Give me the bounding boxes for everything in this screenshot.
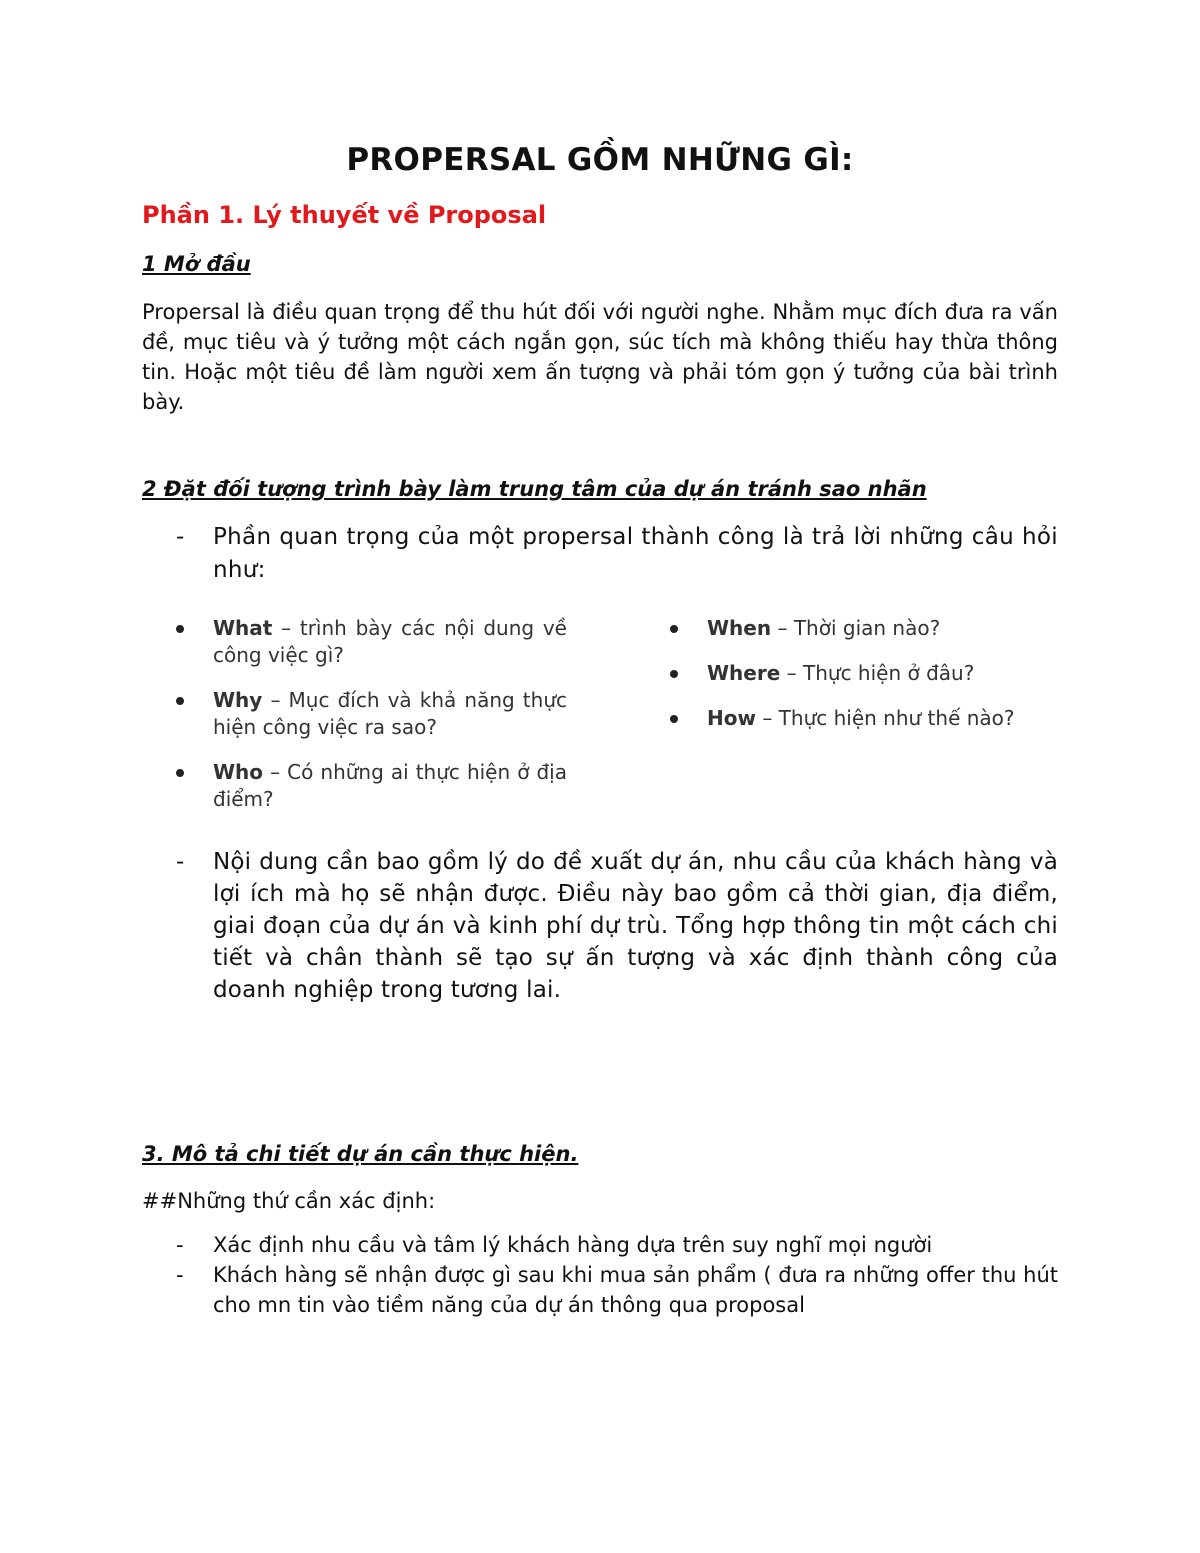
dash-item-text: Xác định nhu cầu và tâm lý khách hàng dựa trên suy nghĩ mọi người	[213, 1233, 933, 1257]
question-what	[213, 615, 567, 669]
questions-columns	[142, 615, 1058, 825]
question-keyword: How	[707, 706, 756, 730]
question-text: – Thực hiện như thế nào?	[755, 706, 1015, 730]
part-heading: Phần 1. Lý thuyết về Proposal	[142, 201, 547, 229]
questions-right-column	[707, 615, 1058, 750]
question-keyword: When	[707, 616, 772, 640]
question-text: – Mục đích và khả năng thực hiện công việc ra sao?	[213, 688, 567, 739]
bullet-icon	[176, 625, 184, 633]
dash-item-text: Phần quan trọng của một propersal thành công là trả lời những câu hỏi như:	[213, 524, 1058, 583]
dash-marker: -	[176, 1263, 184, 1287]
section-2-heading: 2 Đặt đối tượng trình bày làm trung tâm của dự án tránh sao nhãn	[142, 477, 927, 501]
question-keyword: Why	[213, 688, 263, 712]
bullet-icon	[670, 625, 678, 633]
bullet-icon	[670, 670, 678, 678]
section-3-intro: ##Những thứ cần xác định:	[142, 1189, 436, 1213]
question-text: – Thời gian nào?	[771, 616, 941, 640]
question-how	[707, 705, 1058, 732]
section-3-heading: 3. Mô tả chi tiết dự án cần thực hiện.	[142, 1142, 579, 1166]
question-text: – Có những ai thực hiện ở địa điểm?	[213, 760, 567, 811]
bullet-icon	[176, 769, 184, 777]
question-why	[213, 687, 567, 741]
questions-left-column	[213, 615, 567, 831]
dash-marker: -	[176, 1233, 184, 1257]
dash-item-text: Khách hàng sẽ nhận được gì sau khi mua sản phẩm ( đưa ra những offer thu hút cho mn tin vào tiềm năng của dự án thông qua proposal	[213, 1263, 1058, 1317]
section-1-paragraph: Propersal là điều quan trọng để thu hút đối với người nghe. Nhằm mục đích đưa ra vấn đề, mục tiêu và ý tưởng một cách ngắn gọn, súc tích mà không thiếu hay thừa thông tin. Hoặc một tiêu đề làm người xem ấn tượng và phải tóm gọn ý tưởng của bài trình bày.	[142, 300, 1058, 414]
question-text: – trình bày các nội dung về công việc gì?	[213, 616, 567, 667]
section-1-heading: 1 Mở đầu	[142, 252, 251, 276]
question-when	[707, 615, 1058, 642]
question-keyword: Who	[213, 760, 264, 784]
question-text: – Thực hiện ở đâu?	[780, 661, 975, 685]
question-keyword: Where	[707, 661, 781, 685]
bullet-icon	[176, 697, 184, 705]
question-where	[707, 660, 1058, 687]
document-title: PROPERSAL GỒM NHỮNG GÌ:	[346, 142, 854, 178]
dash-marker: -	[176, 524, 185, 550]
bullet-icon	[670, 715, 678, 723]
dash-marker: -	[176, 849, 185, 875]
dash-item-text: Nội dung cần bao gồm lý do đề xuất dự án, nhu cầu của khách hàng và lợi ích mà họ sẽ nhận được. Điều này bao gồm cả thời gian, địa điểm, giai đoạn của dự án và kinh phí dự trù. Tổng hợp thông tin một cách chi tiết và chân thành sẽ tạo sự ấn tượng và xác định thành công của doanh nghiệp trong tương lai.	[213, 849, 1058, 1003]
question-who	[213, 759, 567, 813]
question-keyword: What	[213, 616, 273, 640]
